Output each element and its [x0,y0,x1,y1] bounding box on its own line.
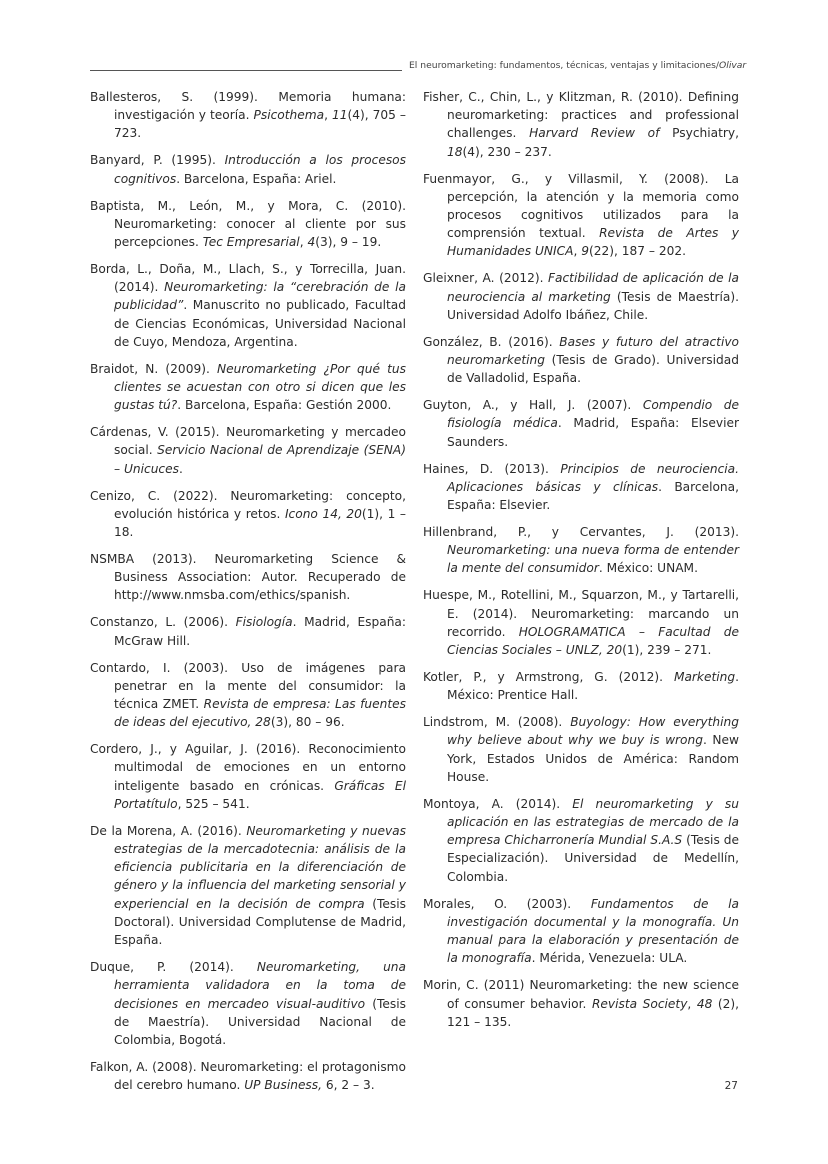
references-right-column [423,88,739,1040]
reference-text-segment: , [299,235,308,250]
reference-text-segment: Baptista, M., León, M., y Mora, C. (2010). Neuromarketing: conocer al cliente por sus percepciones. [90,198,406,250]
reference-entry [90,958,406,1049]
reference-italic-segment: Gráficas El Portatítulo [114,778,407,811]
reference-italic-segment: Fundamentos de la investigación documental y la monografía. Un manual para la elaboración y presentación de la monografía [447,896,739,966]
reference-text-segment: Morin, C. (2011) Neuromarketing: the new science of consumer behavior. [423,978,739,1011]
reference-text-segment: (22), 187 – 202. [589,244,687,259]
reference-entry [90,360,406,415]
reference-entry [423,88,739,161]
reference-text-segment: Gleixner, A. (2012). [423,271,548,286]
reference-text-segment: . Madrid, España: McGraw Hill. [114,615,406,648]
reference-text-segment: Huespe, M., Rotellini, M., Squarzon, M., y Tartarelli, E. (2014). Neuromarketing: marcando un recorrido. [423,588,739,639]
header-rule [90,70,402,71]
reference-text-segment: (Tesis de Maestría). Universidad Nacional de Colombia, Bogotá. [114,996,406,1047]
reference-text-segment: Constanzo, L. (2006). [90,615,236,630]
reference-entry [90,550,406,605]
reference-entry [90,659,406,732]
reference-text-segment: . México: Prentice Hall. [447,670,739,703]
reference-entry [423,333,739,388]
reference-text-segment: Contardo, I. (2003). Uso de imágenes para penetrar en la mente del consumidor: la técnica ZMET. [90,660,406,712]
reference-text-segment: . México: UNAM. [598,561,698,576]
reference-entry [423,460,739,515]
reference-entry [90,260,406,351]
reference-entry [90,197,406,252]
reference-italic-segment: 4 [307,235,316,250]
reference-italic-segment: Introducción a los procesos cognitivos [114,153,406,186]
reference-text-segment: (4), 230 – 237. [462,144,552,159]
reference-entry [423,713,739,786]
reference-text-segment: De la Morena, A. (2016). [90,823,247,838]
reference-italic-segment: 11 [331,108,348,123]
reference-italic-segment: 18 [447,144,463,159]
reference-italic-segment: Icono 14, 20 [284,506,362,521]
reference-text-segment: Haines, D. (2013). [423,461,561,476]
reference-text-segment: . Mérida, Venezuela: ULA. [531,951,688,966]
reference-italic-segment: Principios de neurociencia. Aplicaciones básicas y clínicas [447,461,739,494]
reference-entry [90,822,406,949]
reference-italic-segment: Buyology: How everything why believe about why we buy is wrong [447,715,739,748]
reference-text-segment: Banyard, P. (1995). [90,153,225,168]
reference-text-segment: Lindstrom, M. (2008). [423,715,571,730]
reference-entry [90,423,406,478]
reference-italic-segment: Psicothema [253,108,325,123]
reference-entry [90,740,406,813]
reference-italic-segment: El neuromarketing y su aplicación en las estrategias de mercado de la empresa Chicharronería Mundial S.A.S [447,796,739,848]
reference-entry [90,487,406,542]
reference-italic-segment: Tec Empresarial [202,235,300,250]
reference-text-segment: (Tesis de Especialización). Universidad de Medellín, Colombia. [447,833,739,884]
reference-entry [423,269,739,324]
reference-italic-segment: HOLOGRAMATICA – Facultad de Ciencias Sociales – UNLZ, 20 [447,624,739,658]
reference-text-segment: . Barcelona, España: Ariel. [176,171,337,186]
reference-italic-segment: Revista de Artes y Humanidades UNICA [447,226,739,259]
reference-italic-segment: Marketing [673,670,736,685]
reference-italic-segment: Neuromarketing: una nueva forma de entender la mente del consumidor [447,543,739,576]
reference-text-segment: Morales, O. (2003). [423,896,591,911]
reference-text-segment: Kotler, P., y Armstrong, G. (2012). [423,670,674,685]
reference-italic-segment: Revista de empresa: Las fuentes de ideas del ejecutivo, 28 [114,697,406,730]
reference-entry [90,613,406,649]
reference-text-segment: , [573,244,582,259]
reference-entry [423,895,739,968]
reference-text-segment: Ballesteros, S. (1999). Memoria humana: investigación y teoría. [90,90,406,123]
reference-italic-segment: Harvard Review of [529,126,660,141]
reference-text-segment: (Tesis de Maestría). Universidad Adolfo Ibáñez, Chile. [447,289,739,322]
reference-text-segment: Cordero, J., y Aguilar, J. (2016). Reconocimiento multimodal de emociones en un entorno inteligente basado en crónicas. [90,742,406,793]
reference-entry [423,976,739,1031]
reference-italic-segment: Bases y futuro del atractivo neuromarketing [447,334,740,368]
reference-text-segment: Braidot, N. (2009). [90,361,218,376]
reference-entry [90,151,406,187]
reference-italic-segment: Servicio Nacional de Aprendizaje (SENA) – Unicuces [114,443,407,476]
reference-text-segment: Cárdenas, V. (2015). Neuromarketing y mercadeo social. [90,425,406,458]
reference-italic-segment: Neuromarketing, una herramienta validadora en la toma de decisiones en mercadeo visual-auditivo [114,960,406,1011]
reference-text-segment: . New York, Estados Unidos de América: Random House. [447,733,739,784]
reference-italic-segment: Factibilidad de aplicación de la neurociencia al marketing [447,271,739,304]
reference-text-segment: , [687,996,697,1011]
reference-text-segment: , 525 – 541. [177,796,250,811]
running-head-author: Olivar [719,60,747,71]
reference-entry [423,170,739,261]
reference-entry [423,668,739,704]
reference-entry [90,1058,406,1094]
reference-text-segment: Borda, L., Doña, M., Llach, S., y Torrecilla, Juan. (2014). [90,262,406,295]
references-left-column [90,88,406,1103]
running-head-title: El neuromarketing: fundamentos, técnicas, ventajas y limitaciones/ [409,60,720,71]
reference-text-segment: . Madrid, España: Elsevier Saunders. [447,416,739,449]
reference-text-segment: Cenizo, C. (2022). Neuromarketing: concepto, evolución histórica y retos. [90,488,406,521]
reference-text-segment: Duque, P. (2014). [90,960,257,975]
reference-text-segment: Fisher, C., Chin, L., y Klitzman, R. (2010). Defining neuromarketing: practices and professional challenges. [423,90,739,141]
reference-text-segment: . Barcelona, España: Elsevier. [447,479,739,513]
reference-italic-segment: Neuromarketing: la “cerebración de la publicidad” [114,280,406,313]
reference-italic-segment: 48 [696,996,713,1011]
reference-text-segment: Hillenbrand, P., y Cervantes, J. (2013). [423,525,739,540]
reference-text-segment: (1), 1 – 18. [114,506,407,540]
reference-italic-segment: Compendio de fisiología médica [447,398,739,431]
reference-text-segment: Fuenmayor, G., y Villasmil, Y. (2008). La percepción, la atención y la memoria como procesos cognitivos utilizados para la comprensión textual. [423,171,739,241]
reference-text-segment: (Tesis de Grado). Universidad de Valladolid, España. [447,353,739,386]
reference-text-segment: . [178,461,183,476]
reference-text-segment: . Barcelona, España: Gestión 2000. [177,398,392,413]
reference-text-segment: (1), 239 – 271. [622,643,712,658]
reference-text-segment: Falkon, A. (2008). Neuromarketing: el protagonismo del cerebro humano. [90,1059,406,1093]
reference-text-segment: (2), 121 – 135. [447,996,740,1029]
reference-text-segment: Montoya, A. (2014). [423,796,573,811]
reference-italic-segment: Fisiología [235,615,293,630]
running-head [409,60,747,71]
reference-italic-segment: Revista Society [591,996,688,1011]
reference-italic-segment: Neuromarketing y nuevas estrategias de la mercadotecnia: análisis de la eficiencia publicitaria en la diferenciación de género y la influencia del marketing sensorial y experiencial en la decisión de compra [114,823,406,911]
reference-entry [423,396,739,451]
reference-text-segment: , [324,108,332,123]
reference-text-segment: (4), 705 – 723. [114,108,406,141]
page-number: 27 [724,1080,738,1092]
reference-italic-segment: 9 [581,244,589,259]
reference-italic-segment: Neuromarketing ¿Por qué tus clientes se acuestan con otro si dicen que les gustas tú? [114,361,406,413]
reference-entry [90,88,406,143]
reference-text-segment: (Tesis Doctoral). Universidad Complutense de Madrid, España. [114,896,406,948]
reference-entry [423,586,739,659]
reference-text-segment: . Manuscrito no publicado, Facultad de Ciencias Económicas, Universidad Nacional de Cuyo, Mendoza, Argentina. [114,298,406,349]
reference-text-segment: (3), 9 – 19. [315,235,382,250]
reference-text-segment: Psychiatry, [659,126,739,141]
reference-italic-segment: UP Business, [244,1078,323,1093]
reference-text-segment: Guyton, A., y Hall, J. (2007). [423,398,643,413]
reference-text-segment: 6, 2 – 3. [322,1078,375,1093]
reference-entry [423,795,739,886]
reference-text-segment: González, B. (2016). [423,334,560,349]
reference-text-segment: (3), 80 – 96. [270,715,345,730]
reference-entry [423,523,739,578]
reference-text-segment: NSMBA (2013). Neuromarketing Science & Business Association: Autor. Recuperado de http://www.nmsba.com/ethics/spanish. [90,552,406,603]
